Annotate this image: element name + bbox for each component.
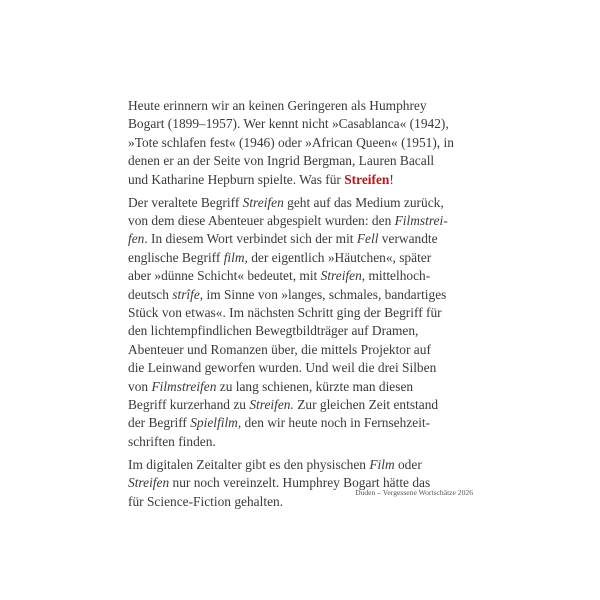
text-run: die Leinwand geworfen wurden. Und weil die drei Silben [128, 360, 437, 376]
text-run: den wir heute noch in Fernsehzeit- [241, 415, 431, 431]
italic-term: Spielfilm, [190, 415, 242, 431]
paragraph-3 [128, 456, 474, 511]
text-line [128, 97, 474, 115]
text-run: , im Sinne von »langes, schmales, bandartiges [199, 286, 447, 302]
text-run: , mittelhoch- [361, 268, 431, 284]
italic-term: Streifen. [249, 397, 294, 412]
italic-term: Streifen [320, 268, 362, 284]
italic-term: Filmstrei- [394, 212, 448, 228]
text-run: der eigentlich »Häutchen«, später [247, 249, 432, 265]
text-line [128, 267, 474, 285]
text-line [128, 171, 474, 189]
text-run: englische Begriff [128, 249, 224, 265]
text-run: Der veraltete Begriff [128, 194, 243, 210]
text-line [128, 152, 474, 170]
text-run: für Science-Fiction gehalten. [128, 493, 284, 509]
text-run: geht auf das Medium zurück, [283, 194, 444, 210]
italic-term: Filmstreifen [151, 378, 217, 394]
text-run: Abenteuer und Romanzen über, die mittels Projektor auf [128, 341, 431, 357]
text-run: Begriff kurzerhand zu [128, 397, 250, 412]
text-line [128, 286, 474, 304]
text-run: denen er an der Seite von Ingrid Bergman, Lauren Bacall [128, 153, 435, 169]
text-line [128, 396, 474, 414]
text-run: zu lang schienen, kürzte man diesen [216, 378, 414, 394]
text-run: Im digitalen Zeitalter gibt es den physischen [128, 456, 370, 472]
page-footer: Duden – Vergessene Wortschätze 2026 [355, 488, 473, 497]
text-line [128, 322, 474, 340]
text-run: den lichtempfindlichen Bewegtbildträger auf Dramen, [128, 323, 419, 339]
paragraph-2 [128, 194, 474, 452]
text-run: der Begriff [128, 415, 191, 431]
text-line [128, 378, 474, 396]
text-line [128, 194, 474, 212]
text-line [128, 414, 474, 432]
text-run: von dem diese Abenteuer abgespielt wurden: den [128, 212, 395, 228]
text-line [128, 212, 474, 230]
text-run: »Tote schlafen fest« (1946) oder »African Queen« (1951), in [128, 134, 454, 150]
text-line [128, 433, 474, 451]
text-line [128, 115, 474, 133]
text-line [128, 304, 474, 322]
text-run: schriften finden. [128, 433, 216, 449]
text-run: Heute erinnern wir an keinen Geringeren als Humphrey [128, 98, 427, 113]
paragraph-1 [128, 97, 474, 189]
italic-term: Streifen [128, 475, 170, 491]
text-line [128, 230, 474, 248]
text-run: und Katharine Hepburn spielte. Was für [128, 171, 345, 187]
italic-term: Streifen [242, 194, 284, 210]
italic-term: Film [369, 456, 395, 472]
text-line [128, 134, 474, 152]
text-run: deutsch [128, 286, 173, 302]
text-line [128, 359, 474, 377]
italic-term: film, [223, 249, 248, 265]
text-run: . In diesem Wort verbindet sich der mit [144, 231, 357, 247]
text-run: verwandte [378, 231, 438, 247]
italic-term: strîfe [172, 286, 200, 302]
text-line [128, 249, 474, 267]
text-run: Bogart (1899–1957). Wer kennt nicht »Casablanca« (1942), [128, 116, 449, 132]
text-run: ! [389, 171, 394, 187]
text-run: von [128, 378, 152, 394]
text-run: Zur gleichen Zeit entstand [293, 397, 439, 412]
article-body [128, 97, 474, 515]
text-line [128, 456, 474, 474]
text-line [128, 341, 474, 359]
highlighted-word: Streifen [344, 171, 390, 187]
italic-term: fen [128, 231, 145, 247]
italic-term: Fell [356, 231, 379, 247]
text-run: aber »dünne Schicht« bedeutet, mit [128, 268, 321, 284]
text-run: nur noch vereinzelt. Humphrey Bogart hätte das [169, 475, 431, 491]
text-run: oder [394, 456, 422, 472]
text-run: Stück von etwas«. Im nächsten Schritt ging der Begriff für [128, 304, 442, 320]
